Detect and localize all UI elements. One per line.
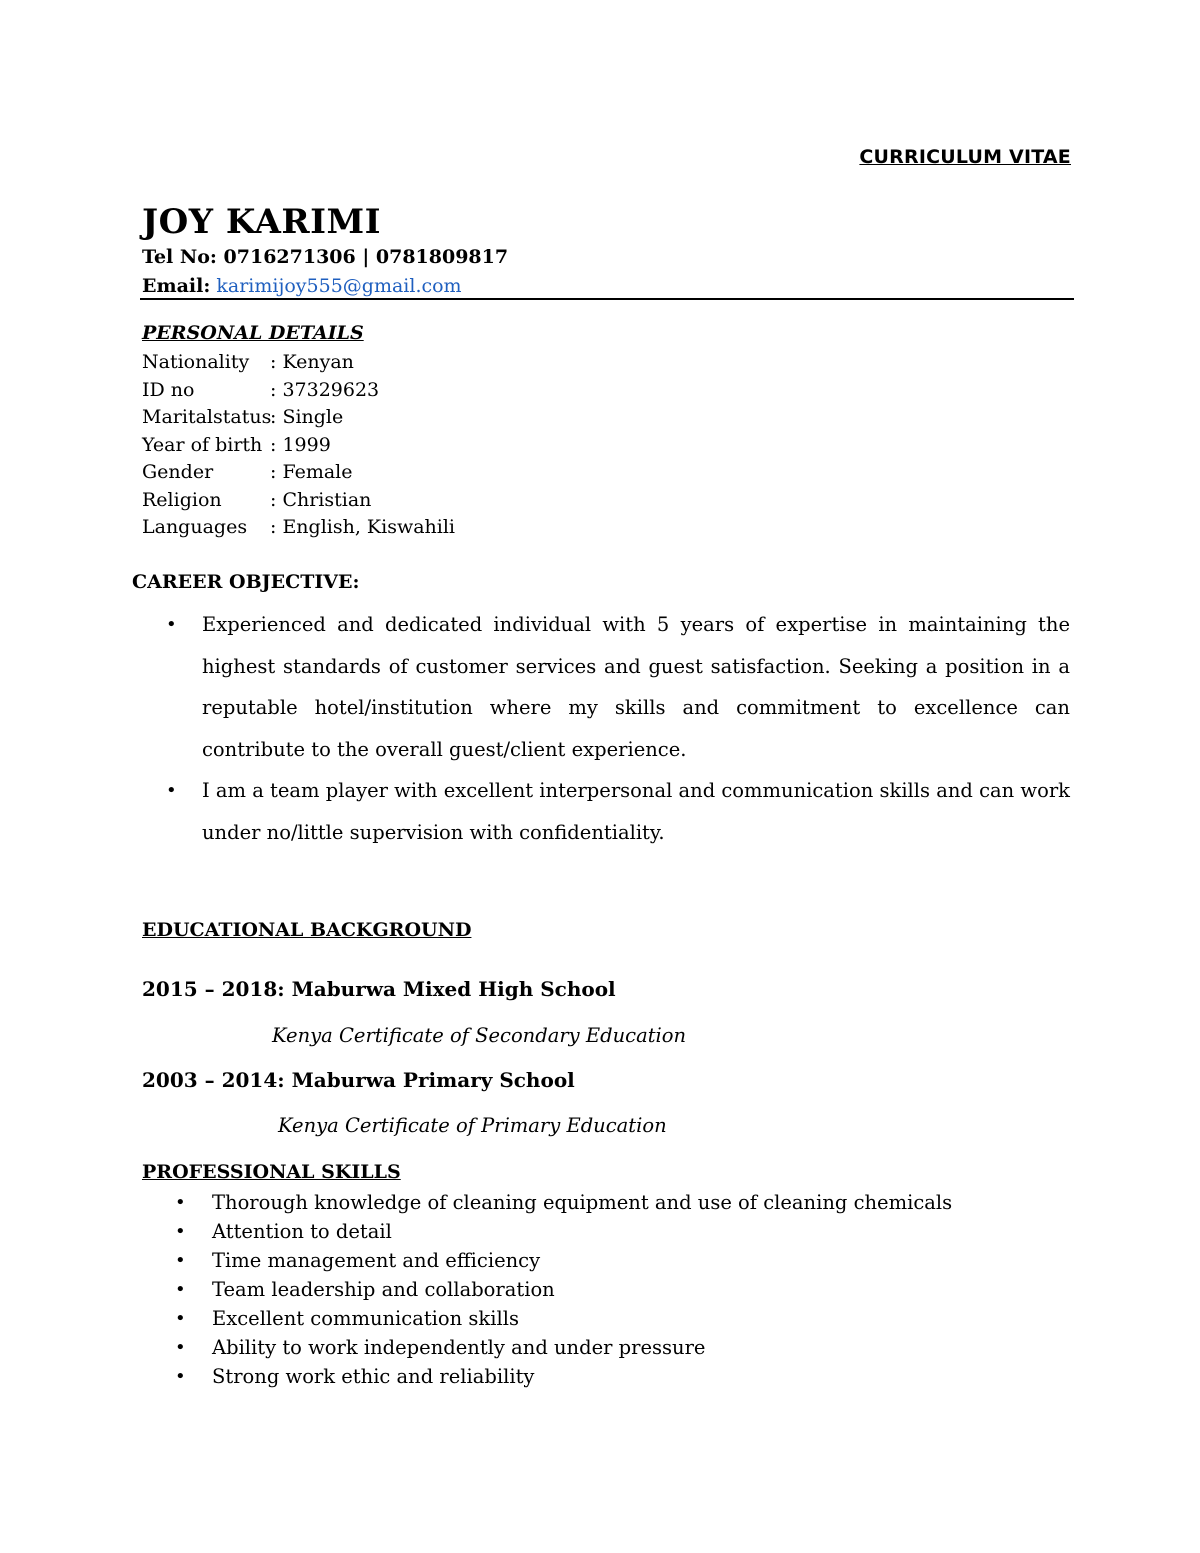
education-certificate-secondary: Kenya Certificate of Secondary Education: [272, 1024, 687, 1047]
skill-text: Ability to work independently and under pressure: [212, 1336, 706, 1359]
bullet-icon: •: [175, 1279, 186, 1300]
educational-background-heading: EDUCATIONAL BACKGROUND: [142, 919, 472, 941]
skill-text: Time management and efficiency: [212, 1249, 541, 1272]
education-entry-high-school: 2015 – 2018: Maburwa Mixed High School: [142, 977, 616, 1001]
list-item: [175, 1188, 953, 1217]
detail-value: : 37329623: [270, 378, 380, 401]
detail-value: : English, Kiswahili: [270, 516, 456, 538]
detail-row-id: [142, 377, 455, 405]
professional-skills-list: [175, 1188, 953, 1391]
detail-value: : 1999: [270, 433, 331, 456]
bullet-icon: •: [175, 1192, 186, 1213]
career-objective-list: [166, 604, 1070, 854]
bullet-icon: •: [175, 1250, 186, 1271]
career-objective-heading: CAREER OBJECTIVE:: [132, 571, 360, 593]
header-divider: [140, 298, 1074, 300]
list-item: [175, 1304, 952, 1333]
phone-numbers: Tel No: 0716271306 | 0781809817: [142, 246, 509, 268]
detail-value: : Kenyan: [270, 351, 354, 373]
education-certificate-primary: Kenya Certificate of Primary Education: [278, 1114, 667, 1137]
list-item: [175, 1362, 952, 1391]
detail-value: : Single: [270, 406, 344, 428]
detail-row-gender: [142, 459, 455, 487]
detail-label: Gender: [142, 461, 214, 483]
bullet-icon: •: [166, 780, 177, 802]
email-line: [142, 275, 462, 297]
detail-label: Maritalstatus: [142, 406, 272, 428]
skill-text: Team leadership and collaboration: [212, 1278, 555, 1301]
list-item: [175, 1217, 952, 1246]
bullet-icon: •: [175, 1308, 186, 1329]
list-item: [175, 1275, 952, 1304]
detail-label: Year of birth: [142, 433, 263, 456]
bullet-icon: •: [166, 614, 177, 635]
document-title: CURRICULUM VITAE: [859, 146, 1071, 168]
detail-value: : Christian: [270, 488, 372, 511]
detail-row-languages: [142, 514, 455, 542]
email-link[interactable]: karimijoy555@gmail.com: [216, 275, 462, 297]
personal-details-heading: PERSONAL DETAILS: [142, 322, 364, 344]
career-objective-text: I am a team player with excellent interpersonal and communication skills and can work under no/little supervision with confidentiality.: [202, 779, 1070, 844]
detail-label: Religion: [142, 488, 222, 511]
list-item: [166, 770, 1070, 853]
skill-text: Strong work ethic and reliability: [212, 1365, 535, 1388]
list-item: [175, 1333, 952, 1362]
detail-row-year-of-birth: [142, 432, 455, 460]
bullet-icon: •: [175, 1221, 186, 1242]
education-entry-primary-school: 2003 – 2014: Maburwa Primary School: [142, 1068, 575, 1092]
detail-value: : Female: [270, 461, 353, 483]
bullet-icon: •: [175, 1337, 186, 1358]
skill-text: Thorough knowledge of cleaning equipment and use of cleaning chemicals: [212, 1191, 953, 1214]
career-objective-text: Experienced and dedicated individual with 5 years of expertise in maintaining the highest standards of customer services and guest satisfaction. Seeking a position in a reputable hotel/institution where my skills and commitment to excellence can contribute to the overall guest/client experience.: [202, 613, 1070, 761]
skill-text: Excellent communication skills: [212, 1307, 519, 1330]
detail-row-religion: [142, 487, 455, 515]
list-item: [175, 1246, 952, 1275]
skill-text: Attention to detail: [212, 1220, 392, 1243]
bullet-icon: •: [175, 1366, 186, 1387]
detail-label: ID no: [142, 378, 195, 401]
detail-label: Nationality: [142, 351, 250, 373]
detail-label: Languages: [142, 516, 248, 538]
candidate-name: JOY KARIMI: [142, 202, 382, 242]
email-label: Email:: [142, 275, 211, 297]
list-item: [166, 604, 1070, 770]
personal-details-list: [142, 349, 455, 542]
detail-row-marital-status: [142, 404, 455, 432]
detail-row-nationality: [142, 349, 455, 377]
professional-skills-heading: PROFESSIONAL SKILLS: [142, 1161, 401, 1183]
